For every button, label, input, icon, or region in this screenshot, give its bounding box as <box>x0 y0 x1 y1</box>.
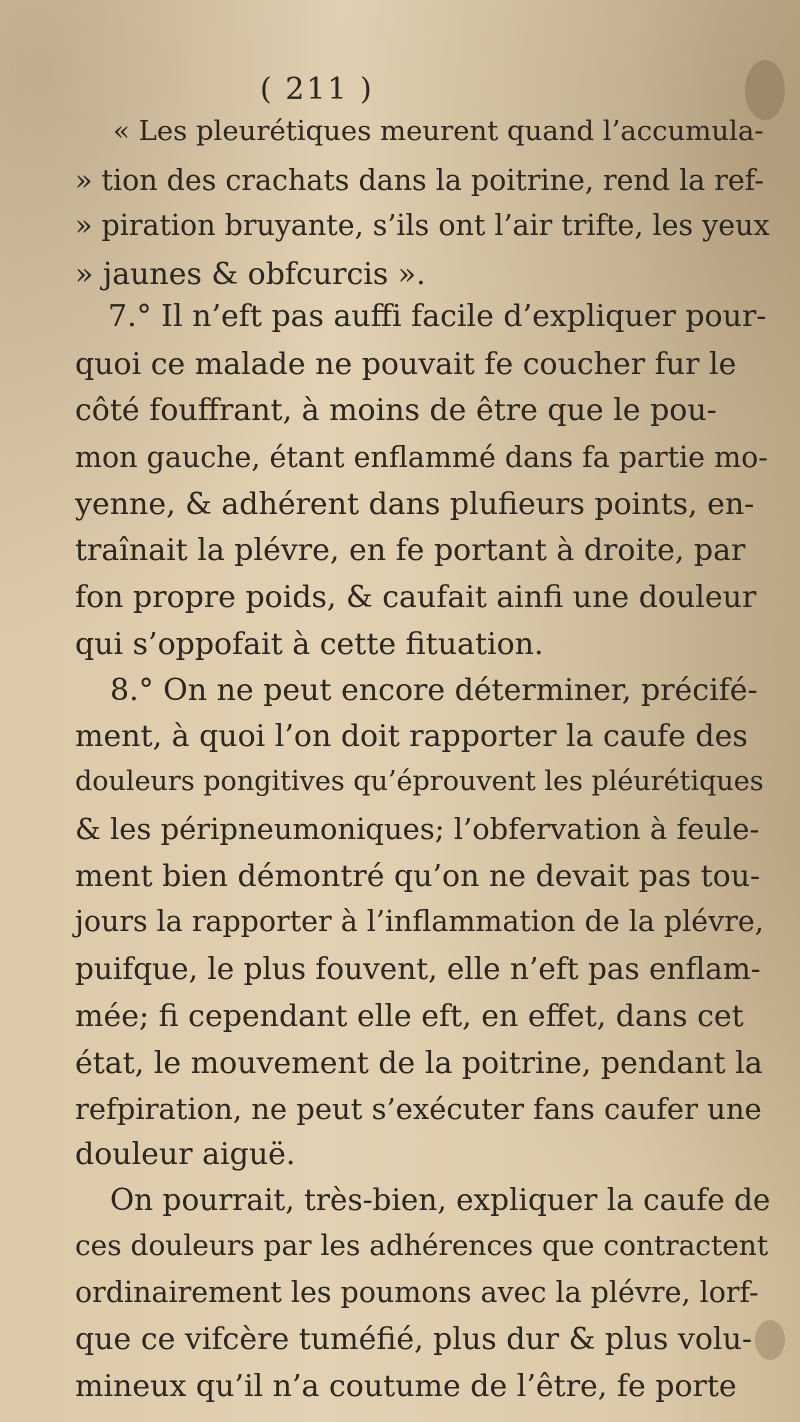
text-line: douleurs pongitives qu’éprouvent les pléurétiques <box>75 766 764 797</box>
text-line: 7.° Il n’eft pas auffi facile d’expliquer pour- <box>108 299 767 334</box>
paper-stain <box>745 60 785 120</box>
text-line: mée; fi cependant elle eft, en effet, dans cet <box>75 999 744 1034</box>
text-line: mon gauche, étant enflammé dans fa partie mo- <box>75 441 768 474</box>
text-line: & les péripneumoniques; l’obfervation à feule- <box>75 812 760 846</box>
text-line: yenne, & adhérent dans plufieurs points, en- <box>75 487 755 522</box>
text-line: ordinairement les poumons avec la plévre, lorf- <box>75 1276 759 1309</box>
text-line: » piration bruyante, s’ils ont l’air trifte, les yeux <box>75 209 770 242</box>
text-line: » jaunes & obfcurcis ». <box>75 257 426 292</box>
text-line: » tion des crachats dans la poitrine, rend la ref- <box>75 164 764 197</box>
text-line: ment bien démontré qu’on ne devait pas tou- <box>75 859 761 894</box>
text-line: 8.° On ne peut encore déterminer, précifé- <box>110 673 758 708</box>
text-line: que ce vifcère tuméfié, plus dur & plus volu- <box>75 1322 752 1357</box>
text-line: ces douleurs par les adhérences que contractent <box>75 1229 769 1262</box>
text-line: « Les pleurétiques meurent quand l’accumula- <box>113 115 764 147</box>
text-line: côté fouffrant, à moins de être que le pou- <box>75 393 717 428</box>
text-line: qui s’oppofait à cette fituation. <box>75 627 544 662</box>
text-line: ment, à quoi l’on doit rapporter la caufe des <box>75 719 748 754</box>
text-line: mineux qu’il n’a coutume de l’être, fe porte <box>75 1369 737 1404</box>
text-line: On pourrait, très-bien, expliquer la caufe de <box>110 1183 771 1217</box>
paper-stain <box>755 1320 785 1360</box>
text-line: jours la rapporter à l’inflammation de la plévre, <box>75 905 764 938</box>
text-line: douleur aiguë. <box>75 1137 296 1172</box>
text-line: refpiration, ne peut s’exécuter fans caufer une <box>75 1092 762 1126</box>
text-line: état, le mouvement de la poitrine, pendant la <box>75 1046 763 1081</box>
text-line: traînait la plévre, en fe portant à droite, par <box>75 533 746 568</box>
text-line: fon propre poids, & caufait ainfi une douleur <box>75 580 757 615</box>
text-line: puifque, le plus fouvent, elle n’eft pas enflam- <box>75 952 761 986</box>
page-number: ( 211 ) <box>260 72 374 107</box>
text-line: quoi ce malade ne pouvait fe coucher fur le <box>75 347 737 382</box>
